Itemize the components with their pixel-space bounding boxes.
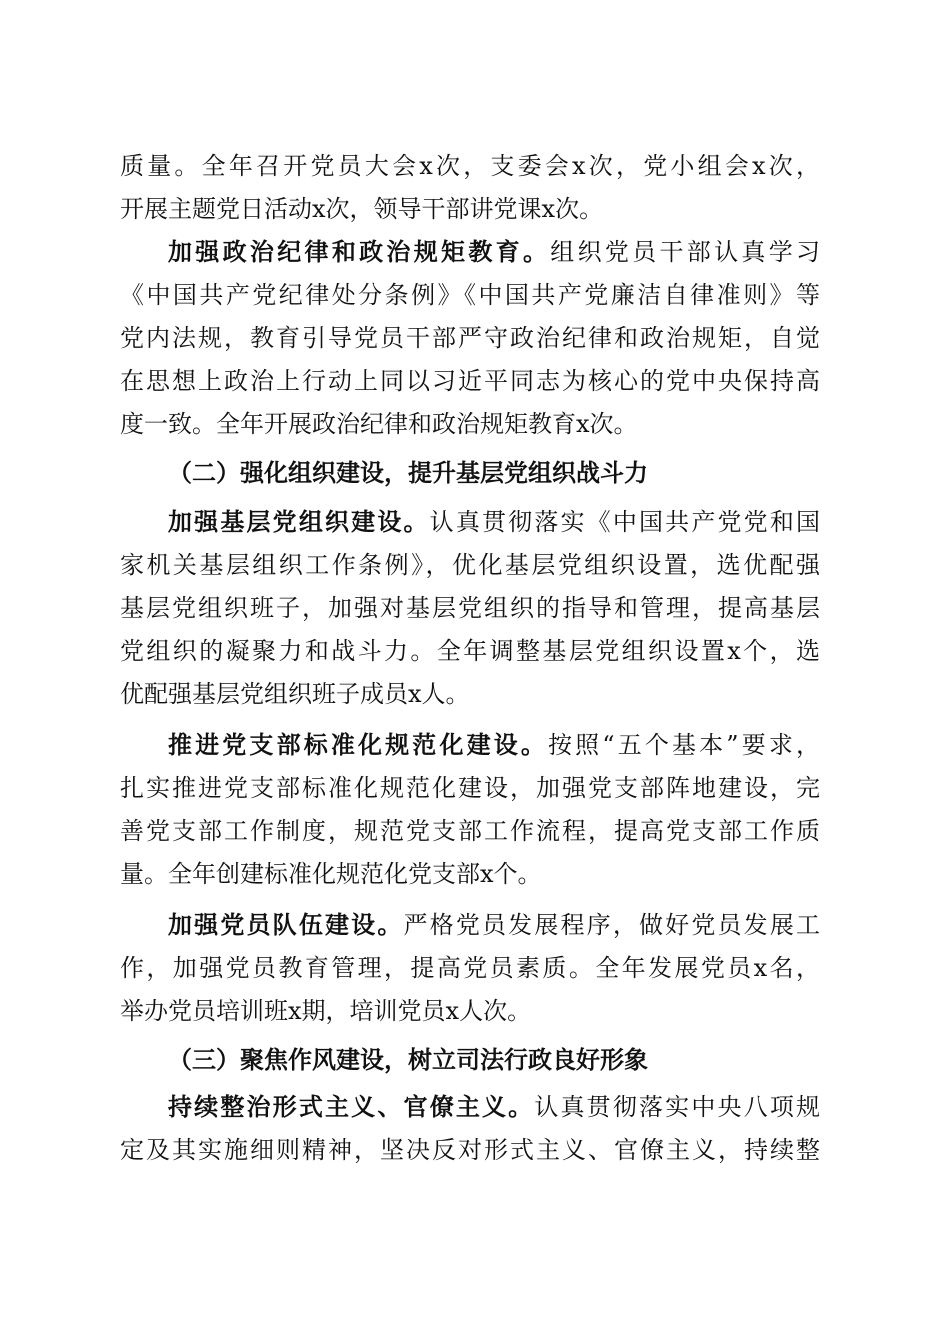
paragraph-first-line <box>168 237 820 267</box>
body-line <box>120 194 820 224</box>
line-text: 组织党员干部认真学习 <box>550 238 820 266</box>
paragraph-lead-heading: 加强党员队伍建设。 <box>168 910 404 939</box>
body-line <box>120 679 820 709</box>
line-text: 基层党组织班子，加强对基层党组织的指导和管理，提高基层 <box>120 594 820 622</box>
paragraph-lead-heading: 加强基层党组织建设。 <box>168 507 430 536</box>
body-line <box>120 323 820 353</box>
line-text: 开展主题党日活动x次，领导干部讲党课x次。 <box>120 195 604 223</box>
body-line <box>120 1135 820 1165</box>
body-line <box>120 636 820 666</box>
line-text: 扎实推进党支部标准化规范化建设，加强党支部阵地建设，完 <box>120 774 820 802</box>
body-line <box>120 280 820 310</box>
line-text: 党内法规，教育引导党员干部严守政治纪律和政治规矩，自觉 <box>120 324 820 352</box>
line-text: 按照“五个基本”要求， <box>548 731 820 759</box>
body-line <box>120 953 820 983</box>
body-line <box>120 773 820 803</box>
paragraph-lead-heading: 持续整治形式主义、官僚主义。 <box>168 1092 535 1121</box>
section-heading: （三）聚焦作风建设，树立司法行政良好形象 <box>168 1045 648 1074</box>
paragraph-first-line <box>168 730 820 760</box>
body-line <box>120 593 820 623</box>
paragraph-first-line <box>168 1092 820 1122</box>
line-text: 认真贯彻落实《中国共产党党和国 <box>429 508 820 536</box>
line-text: 作，加强党员教育管理，提高党员素质。全年发展党员x名， <box>120 954 820 982</box>
paragraph-lead-heading: 加强政治纪律和政治规矩教育。 <box>168 237 551 266</box>
line-text: 质量。全年召开党员大会x次，支委会x次，党小组会x次， <box>120 152 820 180</box>
paragraph-first-line <box>168 910 820 940</box>
line-text: 在思想上政治上行动上同以习近平同志为核心的党中央保持高 <box>120 367 820 395</box>
line-text: 定及其实施细则精神，坚决反对形式主义、官僚主义，持续整 <box>120 1136 820 1164</box>
body-line <box>120 859 820 889</box>
body-line <box>120 409 820 439</box>
line-text: 度一致。全年开展政治纪律和政治规矩教育x次。 <box>120 410 638 438</box>
body-line <box>120 816 820 846</box>
paragraph-first-line <box>168 507 820 537</box>
body-line <box>120 550 820 580</box>
line-text: 《中国共产党纪律处分条例》《中国共产党廉洁自律准则》等 <box>120 281 820 309</box>
line-text: 家机关基层组织工作条例》，优化基层党组织设置，选优配强 <box>120 551 820 579</box>
section-heading: （二）强化组织建设，提升基层党组织战斗力 <box>168 458 648 487</box>
paragraph-lead-heading: 推进党支部标准化规范化建设。 <box>168 730 549 759</box>
body-line <box>120 996 820 1026</box>
line-text: 党组织的凝聚力和战斗力。全年调整基层党组织设置x个，选 <box>120 637 820 665</box>
line-text: 举办党员培训班x期，培训党员x人次。 <box>120 997 532 1025</box>
body-line <box>120 151 820 181</box>
line-text: 善党支部工作制度，规范党支部工作流程，提高党支部工作质 <box>120 817 820 845</box>
line-text: 优配强基层党组织班子成员x人。 <box>120 680 470 708</box>
body-line <box>120 366 820 396</box>
line-text: 严格党员发展程序，做好党员发展工 <box>403 911 820 939</box>
line-text: 量。全年创建标准化规范化党支部x个。 <box>120 860 542 888</box>
line-text: 认真贯彻落实中央八项规 <box>534 1093 820 1121</box>
